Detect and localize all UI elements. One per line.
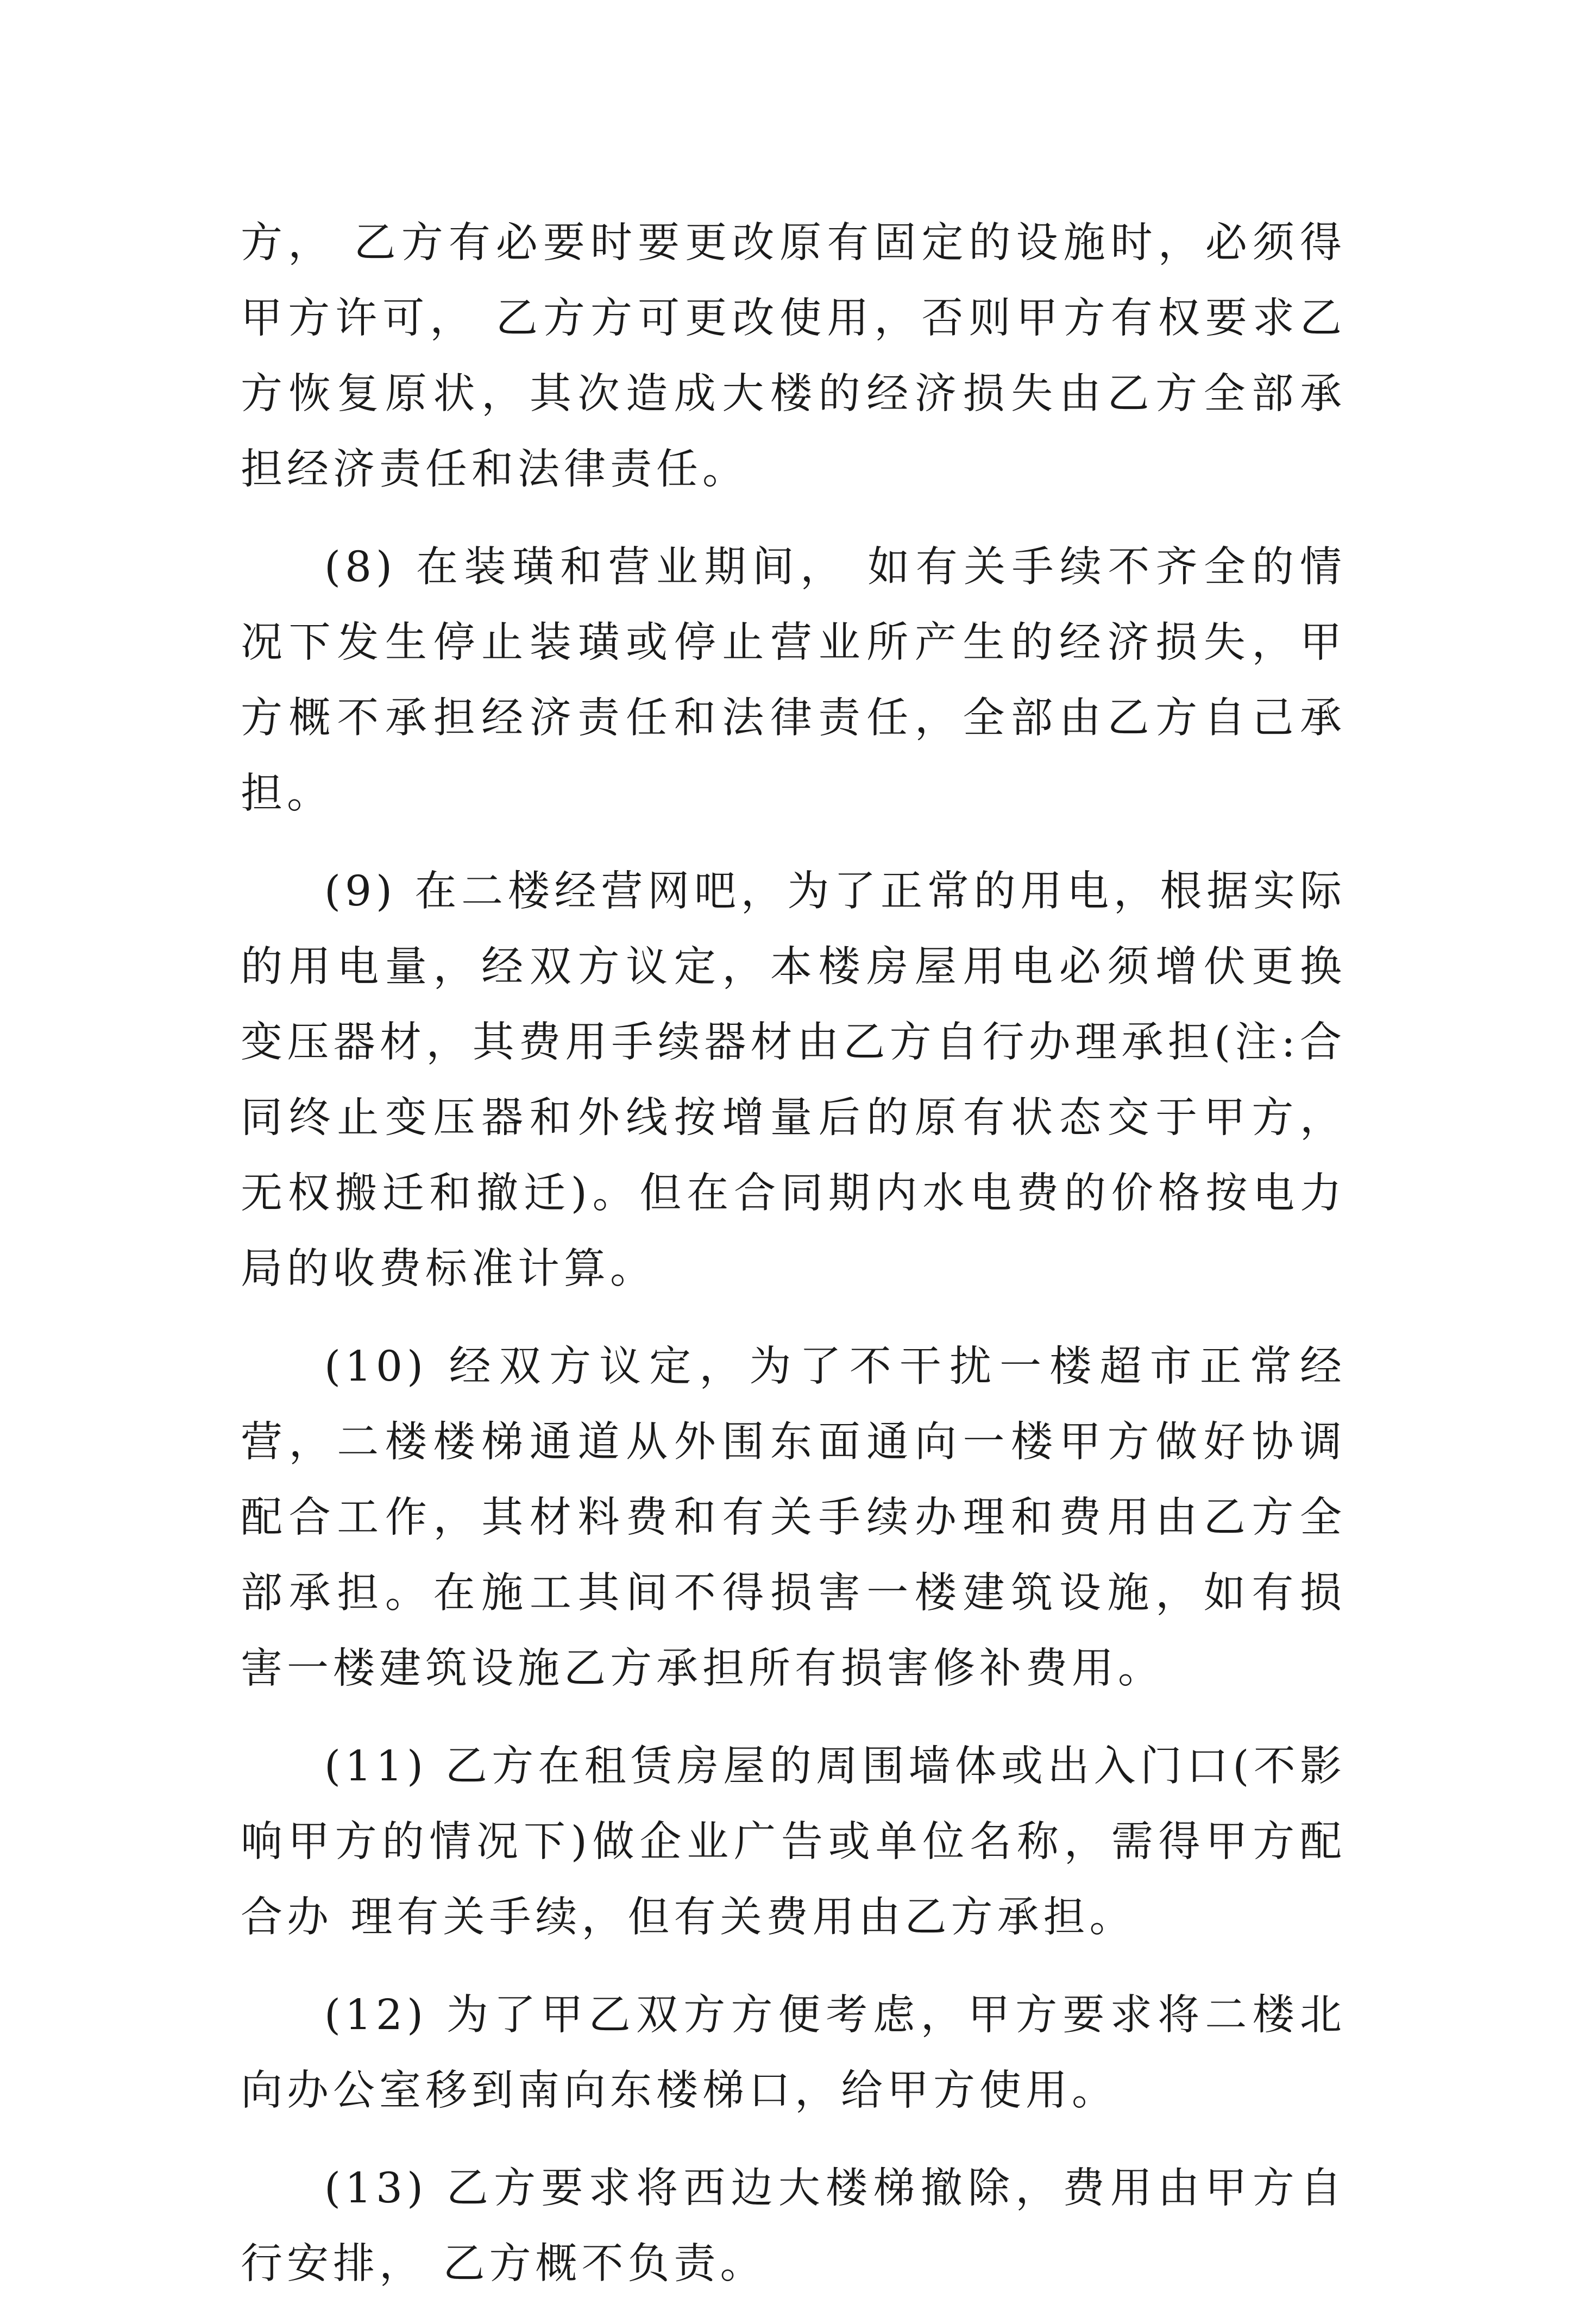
- paragraph-clause-9: (9) 在二楼经营网吧，为了正常的用电，根据实际的用电量，经双方议定，本楼房屋用电必须增伏更换变压器材，其费用手续器材由乙方自行办理承担(注:合同终止变压器和外线按增量后的原有状态交于甲方，无权搬迁和撤迁)。但在合同期内水电费的价格按电力局的收费标准计算。: [241, 867, 1346, 1293]
- document-body: [241, 205, 1346, 2324]
- paragraph-clause-11: (11) 乙方在租赁房屋的周围墙体或出入门口(不影响甲方的情况下)做企业广告或单位名称，需得甲方配合办 理有关手续，但有关费用由乙方承担。: [241, 1742, 1346, 1942]
- paragraph-clause-8: (8) 在装璜和营业期间， 如有关手续不齐全的情况下发生停止装璜或停止营业所产生的经济损失，甲方概不承担经济责任和法律责任，全部由乙方自己承担。: [241, 543, 1346, 818]
- paragraph-clause-12: (12) 为了甲乙双方方便考虑，甲方要求将二楼北向办公室移到南向东楼梯口，给甲方使用。: [241, 1991, 1346, 2115]
- paragraph-clause-13: (13) 乙方要求将西边大楼梯撤除，费用由甲方自行安排， 乙方概不负责。: [241, 2164, 1346, 2288]
- paragraph-clause-10: (10) 经双方议定，为了不干扰一楼超市正常经营，二楼楼梯通道从外围东面通向一楼甲方做好协调配合工作，其材料费和有关手续办理和费用由乙方全部承担。在施工其间不得损害一楼建筑设施，如有损害一楼建筑设施乙方承担所有损害修补费用。: [241, 1343, 1346, 1693]
- paragraph-continuation: 方， 乙方有必要时要更改原有固定的设施时，必须得甲方许可， 乙方方可更改使用，否则甲方有权要求乙方恢复原状，其次造成大楼的经济损失由乙方全部承担经济责任和法律责任。: [241, 219, 1346, 494]
